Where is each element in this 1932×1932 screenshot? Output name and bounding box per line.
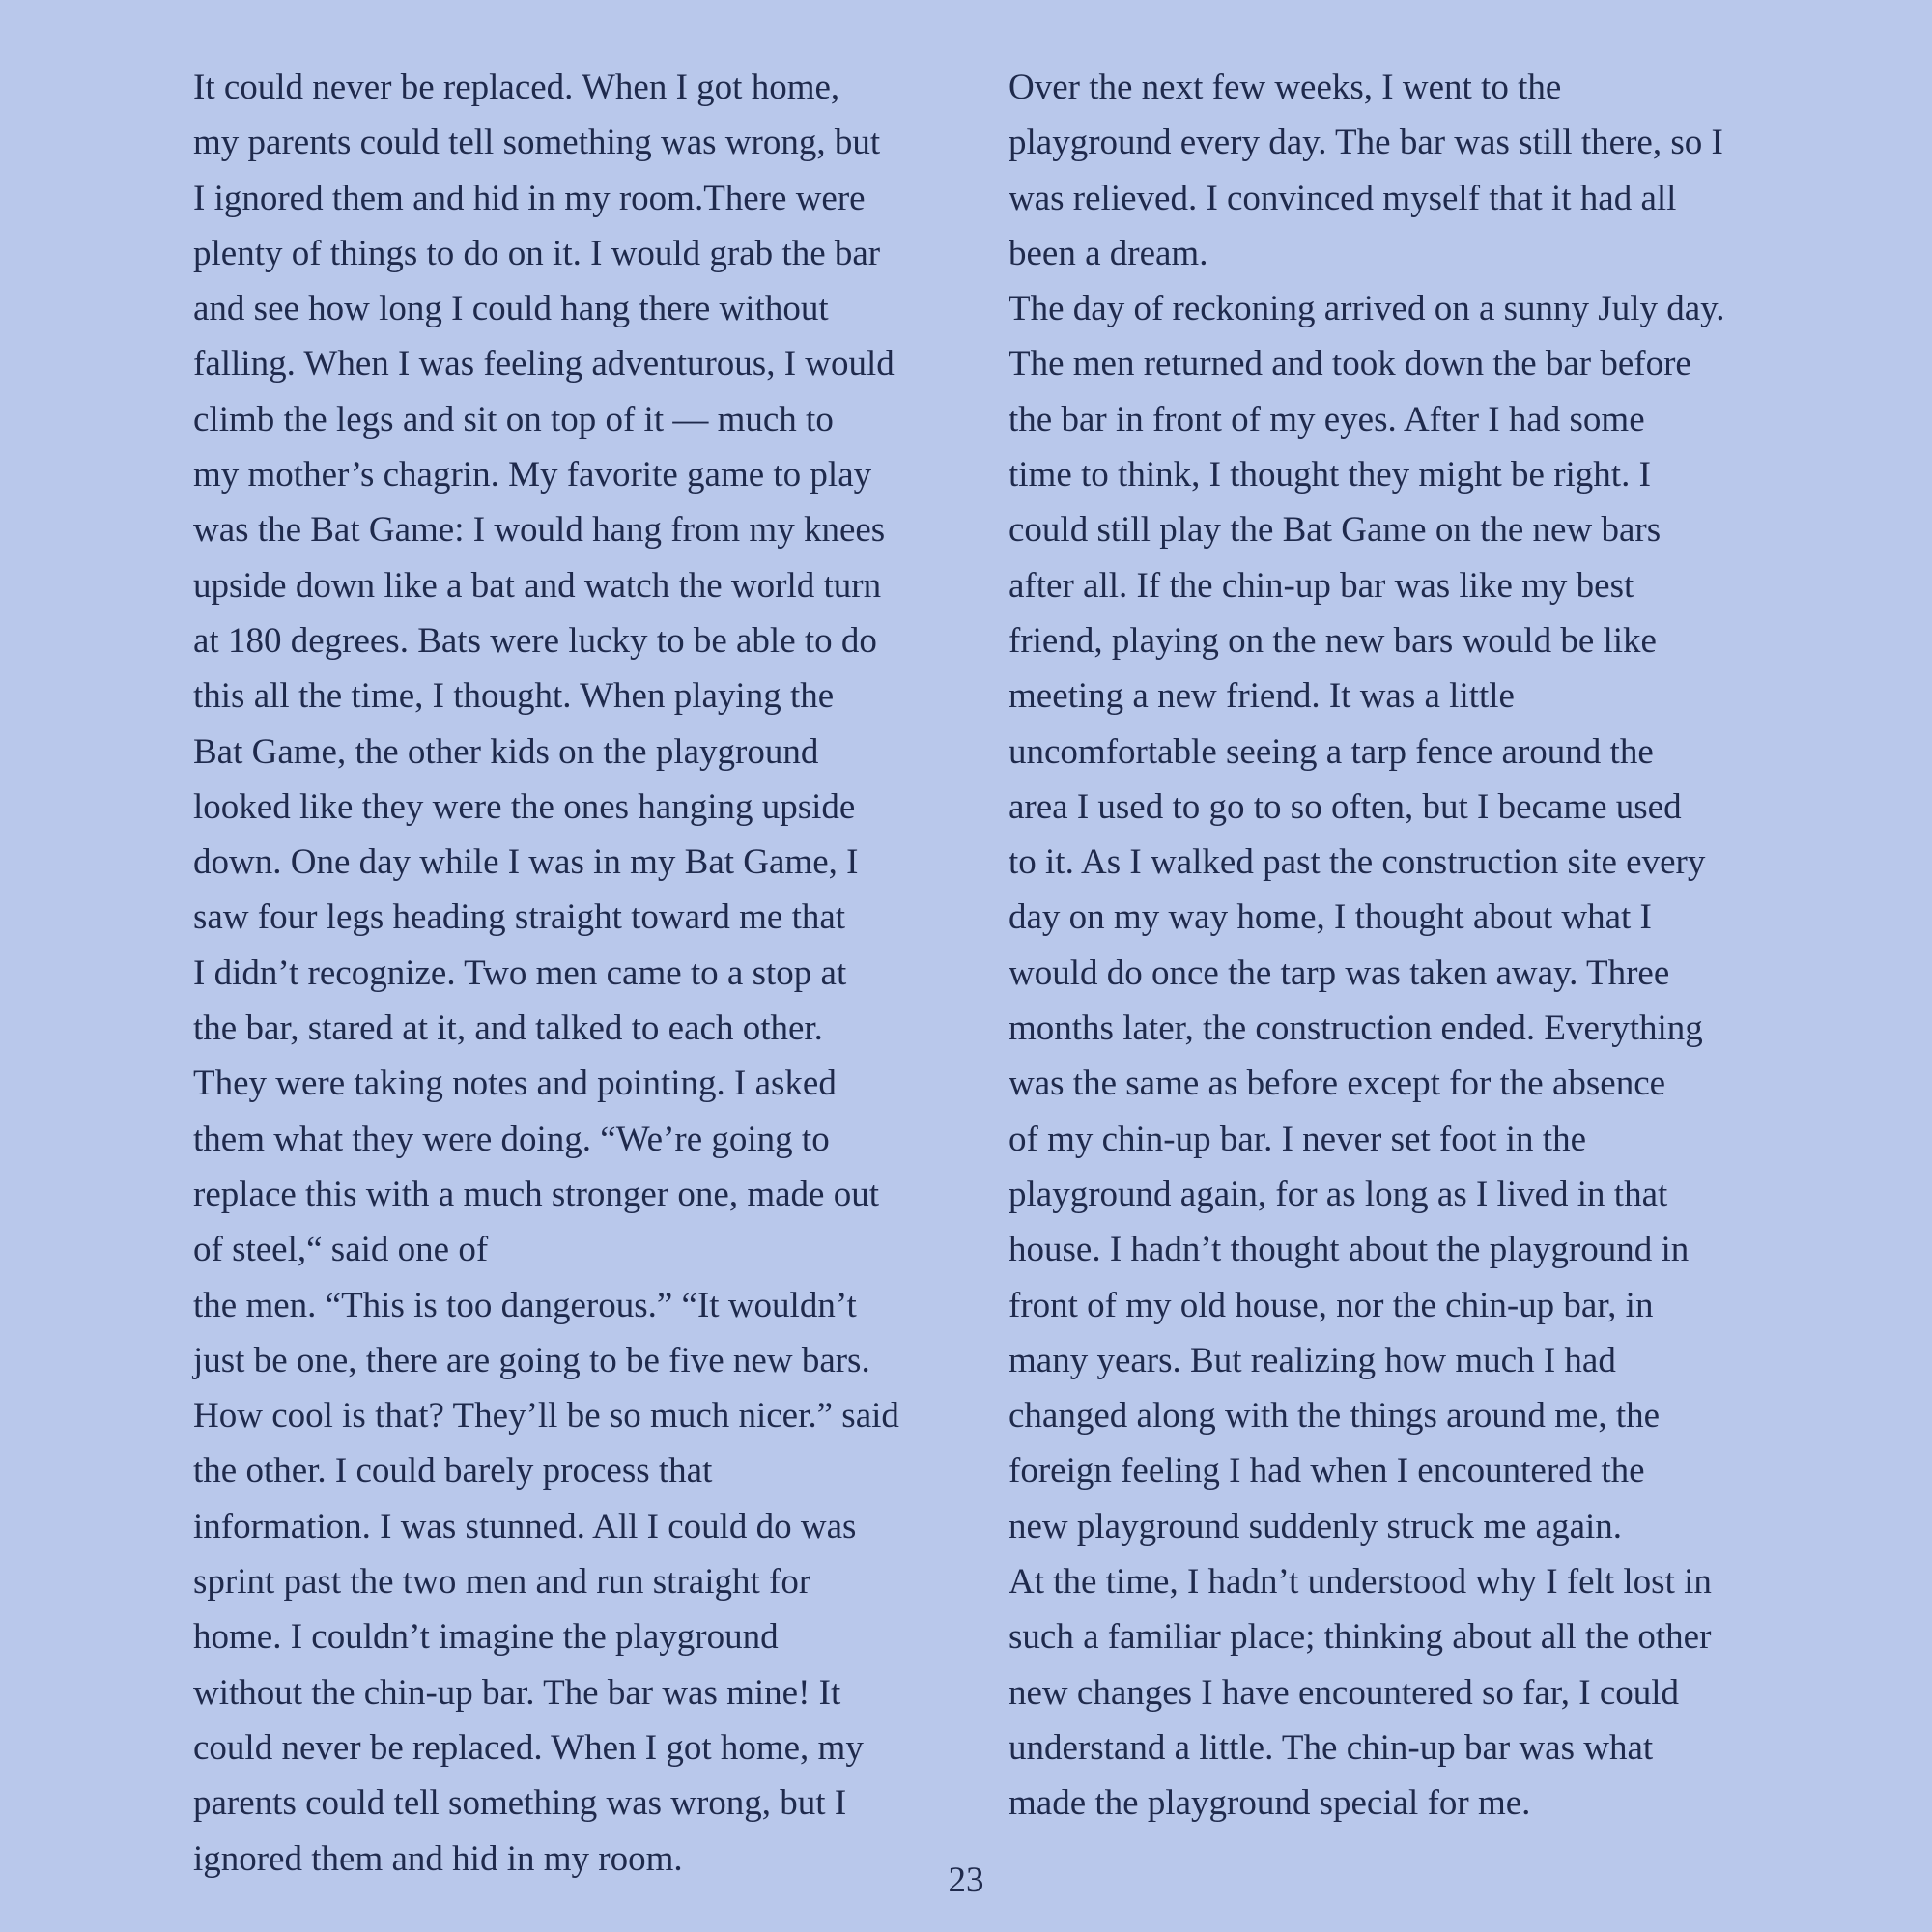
text-line: looked like they were the ones hanging upside: [193, 786, 856, 827]
text-line: falling. When I was feeling adventurous, I would: [193, 344, 895, 384]
text-line: climb the legs and sit on top of it — much to: [193, 399, 834, 440]
text-line: foreign feeling I had when I encountered the: [1009, 1451, 1645, 1492]
text-line: playground every day. The bar was still there, so I: [1009, 123, 1723, 163]
text-line: the men. “This is too dangerous.” “It wouldn’t: [193, 1285, 857, 1325]
text-line: playground again, for as long as I lived in that: [1009, 1174, 1668, 1214]
text-line: house. I hadn’t thought about the playground in: [1009, 1230, 1690, 1270]
text-line: They were taking notes and pointing. I asked: [193, 1064, 837, 1104]
text-line: meeting a new friend. It was a little: [1009, 676, 1515, 717]
text-line: the bar in front of my eyes. After I had some: [1009, 399, 1645, 440]
text-line: understand a little. The chin-up bar was what: [1009, 1727, 1654, 1768]
text-line: just be one, there are going to be five new bars.: [193, 1340, 870, 1380]
text-line: the other. I could barely process that: [193, 1451, 713, 1492]
text-line: of steel,“ said one of: [193, 1230, 489, 1270]
right-text-column: [1009, 60, 1801, 1832]
text-line: replace this with a much stronger one, made out: [193, 1174, 879, 1214]
text-line: I didn’t recognize. Two men came to a stop at: [193, 952, 847, 993]
text-line: The day of reckoning arrived on a sunny July day.: [1009, 289, 1725, 329]
text-line: of my chin-up bar. I never set foot in the: [1009, 1119, 1586, 1159]
text-line: new playground suddenly struck me again.: [1009, 1506, 1623, 1547]
text-line: was the same as before except for the absence: [1009, 1064, 1666, 1104]
text-line: area I used to go to so often, but I became used: [1009, 786, 1682, 827]
text-line: such a familiar place; thinking about all the other: [1009, 1617, 1712, 1658]
text-line: made the playground special for me.: [1009, 1783, 1531, 1824]
text-line: saw four legs heading straight toward me that: [193, 897, 846, 938]
text-line: this all the time, I thought. When playing the: [193, 676, 835, 717]
text-line: was relieved. I convinced myself that it had all: [1009, 178, 1677, 218]
text-line: At the time, I hadn’t understood why I felt lost in: [1009, 1562, 1712, 1603]
text-line: my parents could tell something was wrong, but: [193, 123, 881, 163]
text-line: information. I was stunned. All I could do was: [193, 1506, 857, 1547]
text-line: down. One day while I was in my Bat Game, I: [193, 842, 859, 883]
text-line: The men returned and took down the bar before: [1009, 344, 1691, 384]
text-line: been a dream.: [1009, 233, 1208, 273]
text-line: Over the next few weeks, I went to the: [1009, 68, 1562, 107]
left-text-column: [193, 60, 985, 1887]
text-line: How cool is that? They’ll be so much nicer.” said: [193, 1396, 899, 1436]
text-line: upside down like a bat and watch the world turn: [193, 565, 882, 606]
text-line: sprint past the two men and run straight for: [193, 1562, 811, 1603]
text-line: could never be replaced. When I got home, my: [193, 1727, 864, 1768]
text-line: could still play the Bat Game on the new bars: [1009, 510, 1662, 551]
text-line: after all. If the chin-up bar was like my best: [1009, 565, 1634, 606]
text-line: plenty of things to do on it. I would grab the bar: [193, 233, 881, 273]
text-line: to it. As I walked past the construction site every: [1009, 842, 1706, 883]
text-line: at 180 degrees. Bats were lucky to be able to do: [193, 620, 877, 661]
text-line: home. I couldn’t imagine the playground: [193, 1617, 779, 1658]
text-line: was the Bat Game: I would hang from my knees: [193, 510, 886, 551]
text-line: It could never be replaced. When I got home,: [193, 68, 840, 107]
text-line: day on my way home, I thought about what I: [1009, 897, 1652, 938]
text-line: would do once the tarp was taken away. Three: [1009, 952, 1670, 993]
text-line: I ignored them and hid in my room.There were: [193, 178, 866, 218]
text-line: my mother’s chagrin. My favorite game to play: [193, 455, 872, 496]
text-line: changed along with the things around me, the: [1009, 1396, 1661, 1436]
text-line: the bar, stared at it, and talked to each other.: [193, 1009, 823, 1049]
text-line: front of my old house, nor the chin-up bar, in: [1009, 1285, 1654, 1325]
text-line: Bat Game, the other kids on the playground: [193, 731, 819, 772]
text-line: time to think, I thought they might be right. I: [1009, 455, 1651, 496]
page-number: 23: [948, 1861, 984, 1900]
text-line: parents could tell something was wrong, but I: [193, 1783, 847, 1824]
text-line: friend, playing on the new bars would be like: [1009, 620, 1657, 661]
text-line: ignored them and hid in my room.: [193, 1838, 683, 1879]
text-line: them what they were doing. “We’re going to: [193, 1119, 830, 1159]
text-line: many years. But realizing how much I had: [1009, 1340, 1616, 1380]
text-line: months later, the construction ended. Everything: [1009, 1009, 1703, 1049]
text-line: without the chin-up bar. The bar was mine! It: [193, 1672, 841, 1713]
text-line: new changes I have encountered so far, I could: [1009, 1672, 1680, 1713]
text-line: and see how long I could hang there without: [193, 289, 829, 329]
text-line: uncomfortable seeing a tarp fence around the: [1009, 731, 1654, 772]
